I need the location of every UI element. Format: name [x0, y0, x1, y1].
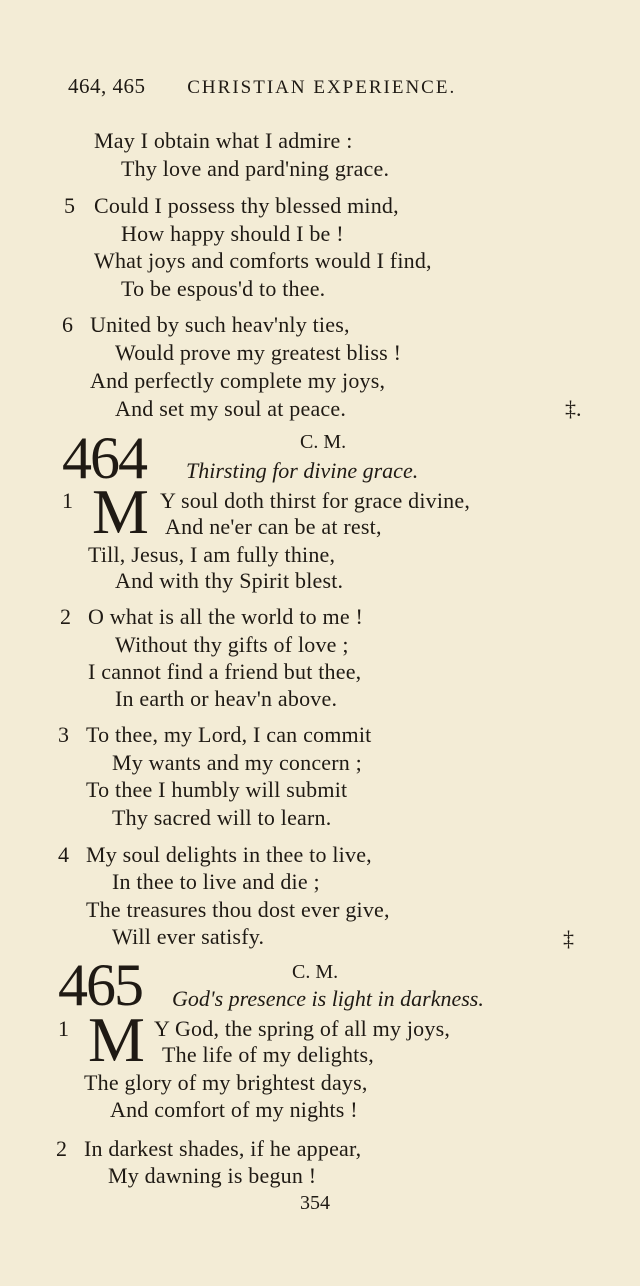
verse-line: Till, Jesus, I am fully thine, [88, 542, 336, 567]
verse-line: And set my soul at peace. [115, 396, 347, 421]
verse-number: 1 [62, 488, 73, 513]
verse-line: Thy sacred will to learn. [112, 805, 332, 830]
verse-line: Could I possess thy blessed mind, [94, 193, 399, 218]
end-mark: ‡. [565, 396, 582, 421]
verse-line: The glory of my brightest days, [84, 1070, 368, 1095]
verse-line: Y God, the spring of all my joys, [154, 1016, 451, 1041]
verse-line: I cannot find a friend but thee, [88, 659, 362, 684]
verse-line: The treasures thou dost ever give, [86, 897, 390, 922]
verse-line: My dawning is begun ! [108, 1163, 317, 1188]
verse-line: The life of my delights, [162, 1042, 374, 1067]
verse-line: What joys and comforts would I find, [94, 248, 432, 273]
running-header [68, 74, 456, 99]
verse-line: My wants and my concern ; [112, 750, 362, 775]
verse-line: United by such heav'nly ties, [90, 312, 350, 337]
verse-number: 4 [58, 842, 69, 867]
verse-line: To thee, my Lord, I can commit [86, 722, 372, 747]
verse-number: 1 [58, 1016, 69, 1041]
verse-line: My soul delights in thee to live, [86, 842, 372, 867]
hymn-number: 464 [62, 425, 146, 491]
verse-line: In earth or heav'n above. [115, 686, 338, 711]
page-number: 354 [300, 1192, 330, 1214]
verse-line: Thy love and pard'ning grace. [121, 156, 390, 181]
verse-number: 6 [62, 312, 73, 337]
verse-line: In darkest shades, if he appear, [84, 1136, 362, 1161]
verse-line: And perfectly complete my joys, [90, 368, 386, 393]
verse-line: May I obtain what I admire : [94, 128, 353, 153]
verse-line: And with thy Spirit blest. [115, 568, 344, 593]
verse-number: 5 [64, 193, 75, 218]
verse-line: And ne'er can be at rest, [165, 514, 382, 539]
verse-line: Y soul doth thirst for grace divine, [160, 488, 471, 513]
verse-line: Would prove my greatest bliss ! [115, 340, 402, 365]
hymn-title: Thirsting for divine grace. [186, 458, 419, 483]
verse-number: 2 [60, 604, 71, 629]
header-section-title: CHRISTIAN EXPERIENCE. [187, 77, 457, 98]
verse-line: Will ever satisfy. [112, 924, 265, 949]
verse-line: In thee to live and die ; [112, 869, 320, 894]
verse-line: To thee I humbly will submit [86, 777, 348, 802]
drop-cap: M [92, 476, 149, 547]
drop-cap: M [88, 1004, 145, 1075]
verse-line: O what is all the world to me ! [88, 604, 364, 629]
verse-line: How happy should I be ! [121, 221, 344, 246]
hymn-title: God's presence is light in darkness. [172, 986, 484, 1011]
hymn-meter: C. M. [300, 431, 347, 453]
header-hymn-numbers: 464, 465 [68, 74, 146, 98]
verse-line: And comfort of my nights ! [110, 1097, 358, 1122]
verse-number: 2 [56, 1136, 67, 1161]
verse-line: Without thy gifts of love ; [115, 632, 349, 657]
verse-number: 3 [58, 722, 69, 747]
end-mark: ‡ [563, 926, 574, 951]
verse-line: To be espous'd to thee. [121, 276, 326, 301]
hymn-number: 465 [58, 952, 142, 1018]
hymn-meter: C. M. [292, 961, 339, 983]
